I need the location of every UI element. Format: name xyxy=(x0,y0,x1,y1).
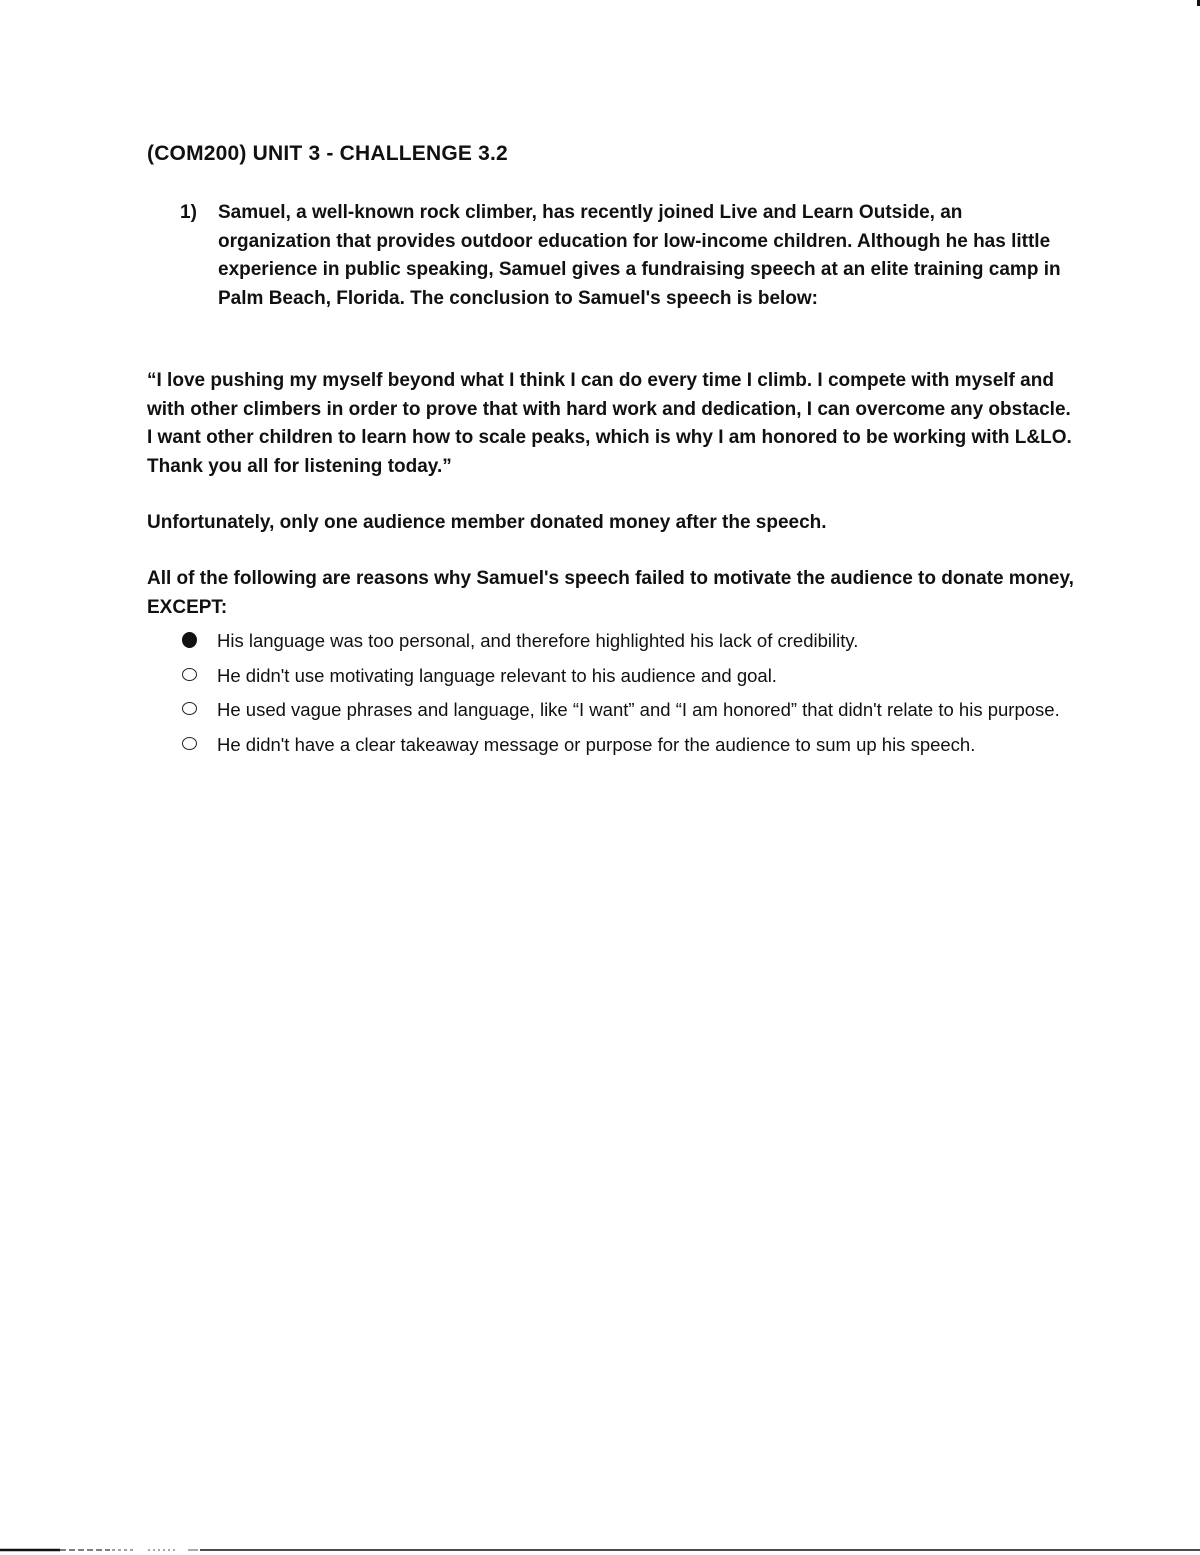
page-title: (COM200) UNIT 3 - CHALLENGE 3.2 xyxy=(147,142,508,165)
answer-option-label: His language was too personal, and therefore highlighted his lack of credibility. xyxy=(217,630,859,651)
speech-quote: “I love pushing my myself beyond what I think I can do every time I climb. I compete with myself and with other climbers in order to prove that with hard work and dedication, I can overcome any obstacle. I want other children to learn how to scale peaks, which is why I am honored to be working with L&LO. Thank you all for listening today.” xyxy=(147,370,1072,477)
answer-option-1[interactable] xyxy=(182,627,1062,656)
answer-options xyxy=(182,627,1062,765)
question-prompt: All of the following are reasons why Samuel's speech failed to motivate the audience to donate money, EXCEPT: xyxy=(147,568,1074,618)
answer-option-label: He didn't use motivating language relevant to his audience and goal. xyxy=(217,664,777,686)
question-number: 1) xyxy=(180,202,197,223)
scan-footer-rule xyxy=(0,1545,1200,1555)
radio-empty-icon[interactable] xyxy=(182,668,197,681)
speech-outcome: Unfortunately, only one audience member donated money after the speech. xyxy=(147,512,827,533)
answer-option-4[interactable] xyxy=(182,731,1062,760)
radio-empty-icon[interactable] xyxy=(182,737,197,750)
answer-option-3[interactable] xyxy=(182,696,1062,725)
answer-option-2[interactable] xyxy=(182,662,1062,691)
answer-option-label: He used vague phrases and language, like “I want” and “I am honored” that didn't relate to his purpose. xyxy=(217,699,1060,720)
radio-empty-icon[interactable] xyxy=(182,702,197,715)
question-text: Samuel, a well-known rock climber, has recently joined Live and Learn Outside, an organization that provides outdoor education for low-income children. Although he has little experience in public speaking, Samuel gives a fundraising speech at an elite training camp in Palm Beach, Florida. The conclusion to Samuel's speech is below: xyxy=(218,202,1061,309)
answer-option-label: He didn't have a clear takeaway message or purpose for the audience to sum up his speech. xyxy=(217,733,976,755)
radio-selected-icon[interactable] xyxy=(182,632,197,648)
question-stem xyxy=(180,199,1080,313)
